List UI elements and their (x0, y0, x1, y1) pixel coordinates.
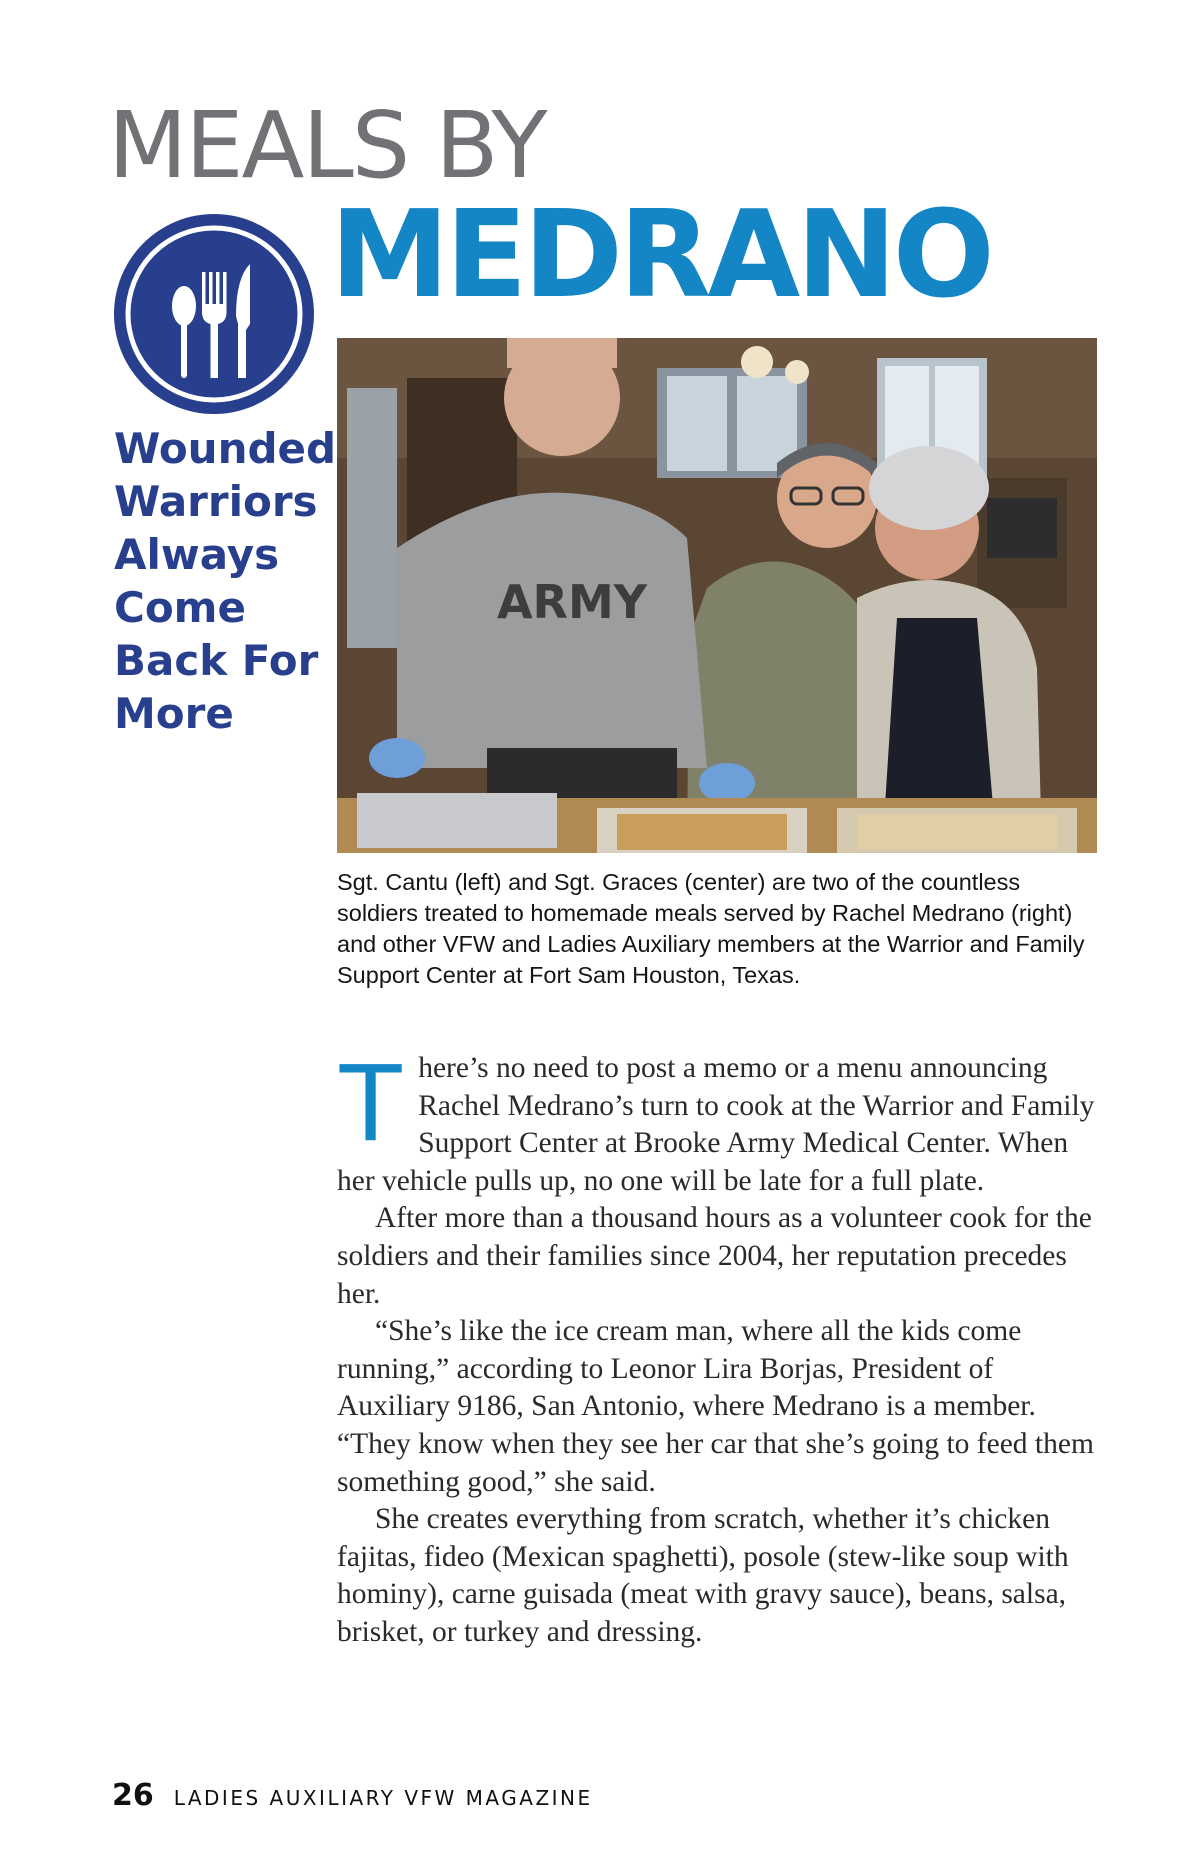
subtitle-line: Wounded (114, 424, 337, 473)
paragraph-4: She creates everything from scratch, whether it’s chicken fajitas, fideo (Mexican spaghetti), posole (stew-like soup with hominy), carne guisada (meat with gravy sauce), beans, salsa, brisket, or turkey and dressing. (337, 1503, 1069, 1648)
subtitle (114, 422, 337, 740)
photo-caption: Sgt. Cantu (left) and Sgt. Graces (center) are two of the countless soldiers treated to homemade meals served by Rachel Medrano (right) and other VFW and Ladies Auxiliary members at the Warrior and Family Support Center at Fort Sam Houston, Texas. (337, 869, 1085, 988)
utensils-icon (112, 212, 316, 416)
kitchen-photo (337, 338, 1097, 853)
paragraph-2: After more than a thousand hours as a volunteer cook for the soldiers and their families since 2004, her reputation precedes her. (337, 1202, 1092, 1310)
article-body (337, 1041, 1097, 1652)
subtitle-line: Always (114, 530, 280, 579)
shirt-text: ARMY (496, 575, 648, 629)
subtitle-line: Back For (114, 636, 319, 685)
paragraph-3: “She’s like the ice cream man, where all the kids come running,” according to Leonor Lira Borjas, President of Auxiliary 9186, San Antonio, where Medrano is a member. “They know when they see her car that she’s going to feed them something good,” she said. (337, 1315, 1094, 1498)
subtitle-line: More (114, 689, 234, 738)
page-number: 26 (112, 1778, 154, 1813)
subtitle-line: Come (114, 583, 246, 632)
magazine-name: LADIES AUXILIARY VFW MAGAZINE (173, 1786, 593, 1810)
subtitle-line: Warriors (114, 477, 318, 526)
title-line-2: MEDRANO (330, 186, 991, 325)
drop-cap: T (337, 1041, 405, 1164)
paragraph-1 (337, 1041, 1097, 1200)
paragraph-1-text: here’s no need to post a memo or a menu announcing Rachel Medrano’s turn to cook at the Warrior and Family Support Center at Brooke Army Medical Center. When her vehicle pulls up, no one will be late for a full plate. (337, 1052, 1095, 1197)
page-footer (112, 1778, 593, 1813)
title-line-1: MEALS BY (108, 92, 546, 199)
